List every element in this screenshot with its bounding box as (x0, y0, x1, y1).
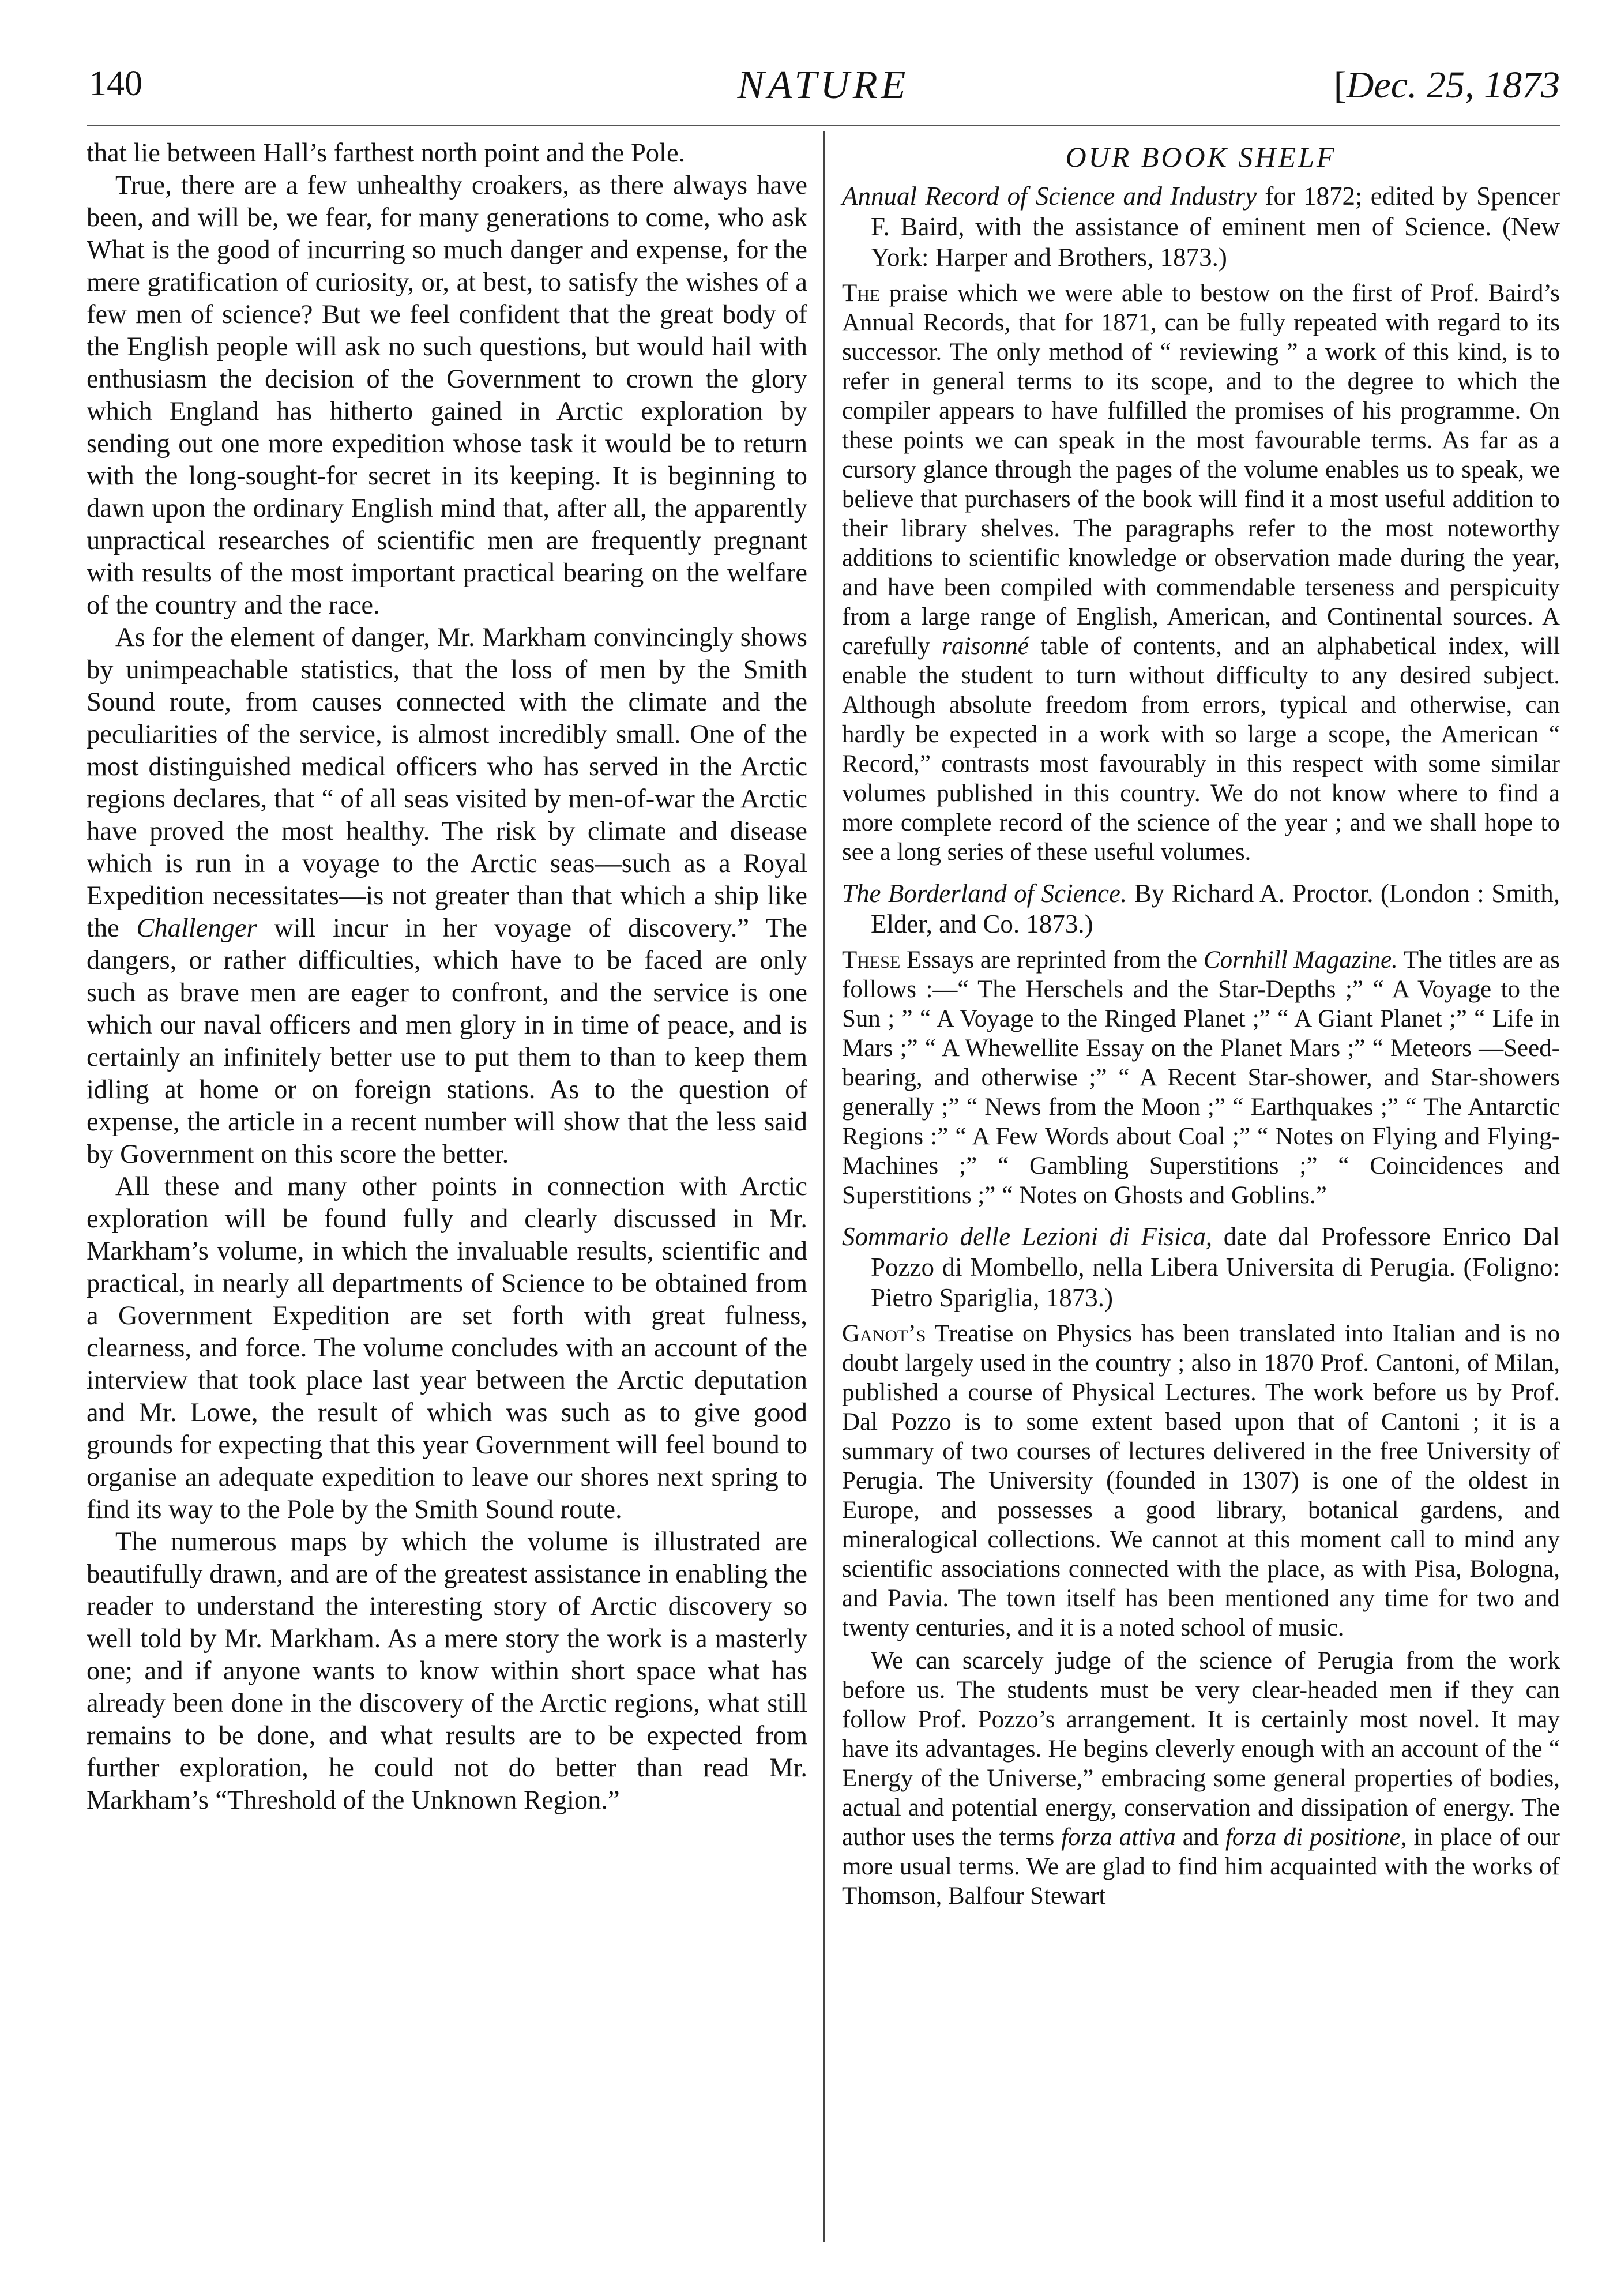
review-text: Treatise on Physics has been translated into Italian and is no doubt largely used in the country ; also in 1870 Prof. Cantoni, of Milan, published a course of Physical Lectures. The work before us by Prof. Dal Pozzo is to some extent based upon that of Cantoni ; it is a summary of two courses of lectures delivered in the free University of Perugia. The University (founded in 1307) is one of the oldest in Europe, and possesses a good library, botanical gardens, and mineralogical collections. We cannot at this moment call to mind any scientific associations connected with the place, as with Pisa, Bologna, and Pavia. The town itself has been mentioned any time for two and twenty centuries, and it is a noted school of music. (842, 1320, 1560, 1641)
magazine-name: Cornhill Magazine. (1203, 946, 1398, 974)
review-text: We can scarcely judge of the science of Perugia from the work before us. The students must be very clear-headed men if they can follow Prof. Pozzo’s arrangement. It is certainly most novel. It may have its advantages. He begins cleverly enough with an account of the “ Energy of the Universe,” embracing some general properties of bodies, actual and potential energy, conservation and dissipation of energy. The author uses the terms (842, 1647, 1560, 1851)
left-column (87, 137, 807, 1817)
column-divider (823, 131, 825, 2242)
book-details: By Richard A. Proctor. (London : Smith, Elder, and Co. 1873.) (871, 879, 1560, 938)
book-details: date dal Professore Enrico Dal Pozzo di Mombello, nella Libera Universita di Perugia. (Foligno: Pietro Spariglia, 1873.) (871, 1222, 1560, 1312)
paragraph: All these and many other points in connection with Arctic exploration will be found fully and clearly discussed in Mr. Markham’s volume, in which the invaluable results, scientific and practical, in nearly all departments of Science to be obtained from a Government Expedition are set forth with great fulness, clearness, and force. The volume concludes with an account of the interview that took place last year between the Arctic deputation and Mr. Lowe, the result of which was such as to give good grounds for expecting that this year Government will feel bound to organise an adequate expedition to leave our shores next spring to find its way to the Pole by the Smith Sound route. (87, 1172, 807, 1524)
review-term: forza di positione, (1225, 1824, 1407, 1851)
paragraph: True, there are a few unhealthy croakers, as there always have been, and will be, we fear, for many generations to come, who ask What is the good of incurring so much danger and expense, for the mere gratification of curiosity, or, at best, to satisfy the wishes of a few men of science? But we feel confident that the great body of the English people will ask no such questions, but would hail with enthusiasm the decision of the Government to crown the glory which England has hitherto gained in Arctic exploration by sending out one more expedition whose task it would be to return with the long-sought-for secret in its keeping. It is beginning to dawn upon the ordinary English mind that, after all, the apparently unpractical researches of scientific men are frequently pregnant with results of the most important practical bearing on the welfare of the country and the race. (87, 171, 807, 620)
page-number: 140 (89, 64, 142, 103)
review-text: in place of our more usual terms. We are glad to find him acquainted with the works of Thomson, Balfour Stewart (842, 1824, 1560, 1910)
section-title: OUR BOOK SHELF (1065, 141, 1337, 173)
paragraph: The numerous maps by which the volume is illustrated are beautifully drawn, and are of the greatest assistance in enabling the reader to understand the interesting story of Arctic discovery so well told by Mr. Markham. As a mere story the work is a masterly one; and if anyone wants to know within short space what has already been done in the discovery of the Arctic regions, what still remains to be done, and what results are to be expected from further exploration, he could not do better than read Mr. Markham’s “Threshold of the Unknown Region.” (87, 1527, 807, 1815)
book-title: The Borderland of Science. (842, 879, 1127, 908)
review-text: table of contents, and an alphabetical index, will enable the student to turn without difficulty to any desired subject. Although absolute freedom from errors, typical and otherwise, can hardly be expected in a work with so large a scope, the American “ Record,” contrasts most favourably in this respect with some similar volumes published in this country. We do not know where to find a more complete record of the science of the year ; and we shall hope to see a long series of these useful volumes. (842, 633, 1560, 866)
book-title: Sommario delle Lezioni di Fisica, (842, 1222, 1213, 1251)
review-term: forza attiva (1061, 1824, 1176, 1851)
header-rule (87, 125, 1560, 126)
ship-name: Challenger (136, 914, 257, 943)
book-citation (842, 878, 1560, 940)
paragraph: that lie between Hall’s farthest north point and the Pole. (87, 138, 686, 168)
book-review (842, 279, 1560, 867)
book-title: Annual Record of Science and Industry (842, 182, 1257, 211)
review-text: The titles are as follows :—“ The Herschels and the Star-Depths ;” “ A Voyage to the Sun ; ” “ A Voyage to the Ringed Planet ;” “ A Giant Planet ;” “ Life in Mars ;” “ A Whewellite Essay on the Planet Mars ;” “ Meteors —Seed-bearing, and otherwise ;” “ A Recent Star-shower, and Star-showers generally ;” “ News from the Moon ;” “ Earthquakes ;” “ The Antarctic Regions :” “ A Few Words about Coal ;” “ Notes on Flying and Flying-Machines ;” “ Gambling Superstitions ;” “ Coincidences and Superstitions ;” “ Notes on Ghosts and Goblins.” (842, 946, 1560, 1209)
issue-date-text: Dec. 25, 1873 (1346, 64, 1560, 106)
page-header (87, 58, 1560, 127)
book-review (842, 945, 1560, 1210)
review-term: raisonné (942, 633, 1029, 660)
review-text: praise which we were able to bestow on the first of Prof. Baird’s Annual Records, that for 1871, can be fully repeated with regard to its successor. The only method of “ reviewing ” a work of this kind, is to refer in general terms to its scope, and to the degree to which the compiler appears to have fulfilled the promises of his programme. On these points we can speak in the most favourable terms. As far as a cursory glance through the pages of the volume enables us to speak, we believe that purchasers of the book will find it a most useful addition to their library shelves. The paragraphs refer to the most noteworthy additions to scientific knowledge or observation made during the year, and have been compiled with commendable terseness and perspicuity from a large range of English, American, and Continental sources. A carefully (842, 280, 1560, 660)
book-review (842, 1646, 1560, 1911)
journal-title: NATURE (737, 63, 909, 107)
review-text: Essays are reprinted from the (907, 946, 1198, 974)
paragraph-text: will incur in her voyage of discovery.” The dangers, or rather difficulties, which have to be faced are only such as brave men are eager to confront, and the service is one which our naval officers and men glory in in time of peace, and is certainly an infinitely better use to put them to than to keep them idling at home or on foreign stations. As to the question of expense, the article in a recent number will show that the less said by Government on this score the better. (87, 914, 807, 1169)
book-citation (842, 1222, 1560, 1313)
paragraph (87, 622, 807, 1171)
book-citation (842, 181, 1560, 273)
review-lead: These (842, 946, 901, 974)
review-lead: The (842, 280, 881, 307)
right-column (842, 137, 1560, 1911)
book-review (842, 1319, 1560, 1643)
book-details: for 1872; edited by Spencer F. Baird, with the assistance of eminent men of Science. (New York: Harper and Brothers, 1873.) (871, 182, 1560, 272)
issue-date: [Dec. 25, 1873 (1333, 64, 1560, 106)
review-text: and (1182, 1824, 1219, 1851)
review-lead: Ganot’s (842, 1320, 926, 1347)
paragraph-text: As for the element of danger, Mr. Markham convincingly shows by unimpeachable statistics, that the loss of men by the Smith Sound route, from causes connected with the climate and the peculiarities of the service, is almost incredibly small. One of the most distinguished medical officers who has served in the Arctic regions declares, that “ of all seas visited by men-of-war the Arctic have proved the most healthy. The risk by climate and disease which is run in a voyage to the Arctic seas—such as a Royal Expedition necessitates—is not greater than that which a ship like the (87, 623, 807, 943)
